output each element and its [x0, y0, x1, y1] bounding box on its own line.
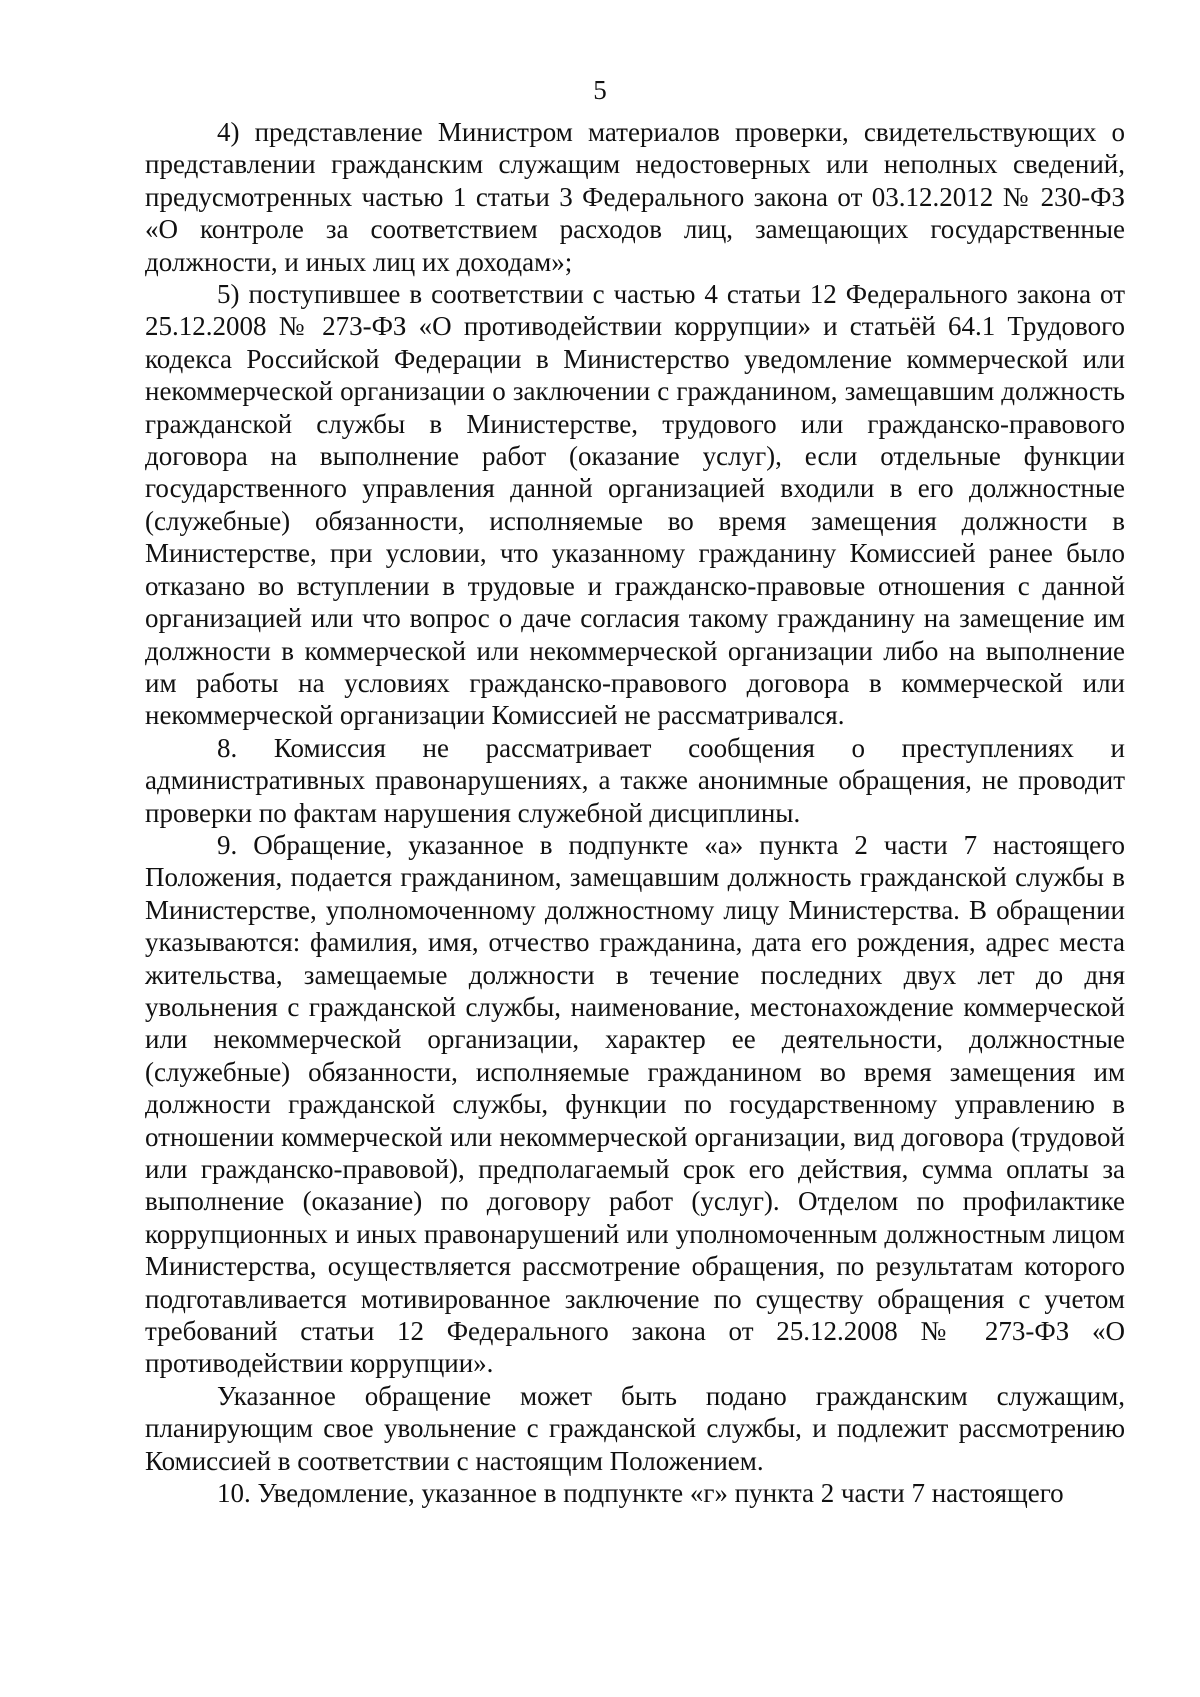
- paragraph-clause-9-continuation: Указанное обращение может быть подано гражданским служащим, планирующим свое увольнение с гражданской службы, и подлежит рассмотрению Комиссией в соответствии с настоящим Положением.: [145, 1380, 1125, 1476]
- paragraph-clause-10: 10. Уведомление, указанное в подпункте «г» пункта 2 части 7 настоящего: [217, 1478, 1064, 1509]
- paragraph-clause-8: 8. Комиссия не рассматривает сообщения о преступлениях и административных правонарушениях, а также анонимные обращения, не проводит проверки по фактам нарушения служебной дисциплины.: [145, 732, 1125, 828]
- paragraph-item-4: 4) представление Министром материалов проверки, свидетельствующих о представлении гражданским служащим недостоверных или неполных сведений, предусмотренных частью 1 статьи 3 Федерального закона от 03.12.2012 № 230-ФЗ «О контроле за соответствием расходов лиц, замещающих государственные должности, и иных лиц их доходам»;: [145, 117, 1125, 277]
- page-number: 5: [593, 75, 607, 105]
- paragraph-item-5: 5) поступившее в соответствии с частью 4 статьи 12 Федерального закона от 25.12.2008 № 273-ФЗ «О противодействии коррупции» и статьёй 64.1 Трудового кодекса Российской Федерации в Министерство уведомление коммерческой или некоммерческой организации о заключении с гражданином, замещавшим должность гражданской службы в Министерстве, трудового или гражданско-правового договора на выполнение работ (оказание услуг), если отдельные функции государственного управления данной организацией входили в его должностные (служебные) обязанности, исполняемые во время замещения должности в Министерстве, при условии, что указанному гражданину Комиссией ранее было отказано во вступлении в трудовые и гражданско-правовые отношения с данной организацией или что вопрос о даче согласия такому гражданину на замещение им должности в коммерческой или некоммерческой организации либо на выполнение им работы на условиях гражданско-правового договора в коммерческой или некоммерческой организации Комиссией не рассматривался.: [145, 279, 1125, 731]
- document-body: [145, 116, 1125, 1509]
- paragraph-clause-9: 9. Обращение, указанное в подпункте «а» пункта 2 части 7 настоящего Положения, подается гражданином, замещавшим должность гражданской службы в Министерстве, уполномоченному должностному лицу Министерства. В обращении указываются: фамилия, имя, отчество гражданина, дата его рождения, адрес места жительства, замещаемые должности в течение последних двух лет до дня увольнения с гражданской службы, наименование, местонахождение коммерческой или некоммерческой организации, характер ее деятельности, должностные (служебные) обязанности, исполняемые гражданином во время замещения им должности гражданской службы, функции по государственному управлению в отношении коммерческой или некоммерческой организации, вид договора (трудовой или гражданско-правовой), предполагаемый срок его действия, сумма оплаты за выполнение (оказание) по договору работ (услуг). Отделом по профилактике коррупционных и иных правонарушений или уполномоченным должностным лицом Министерства, осуществляется рассмотрение обращения, по результатам которого подготавливается мотивированное заключение по существу обращения с учетом требований статьи 12 Федерального закона от 25.12.2008 № 273-ФЗ «О противодействии коррупции».: [145, 829, 1125, 1379]
